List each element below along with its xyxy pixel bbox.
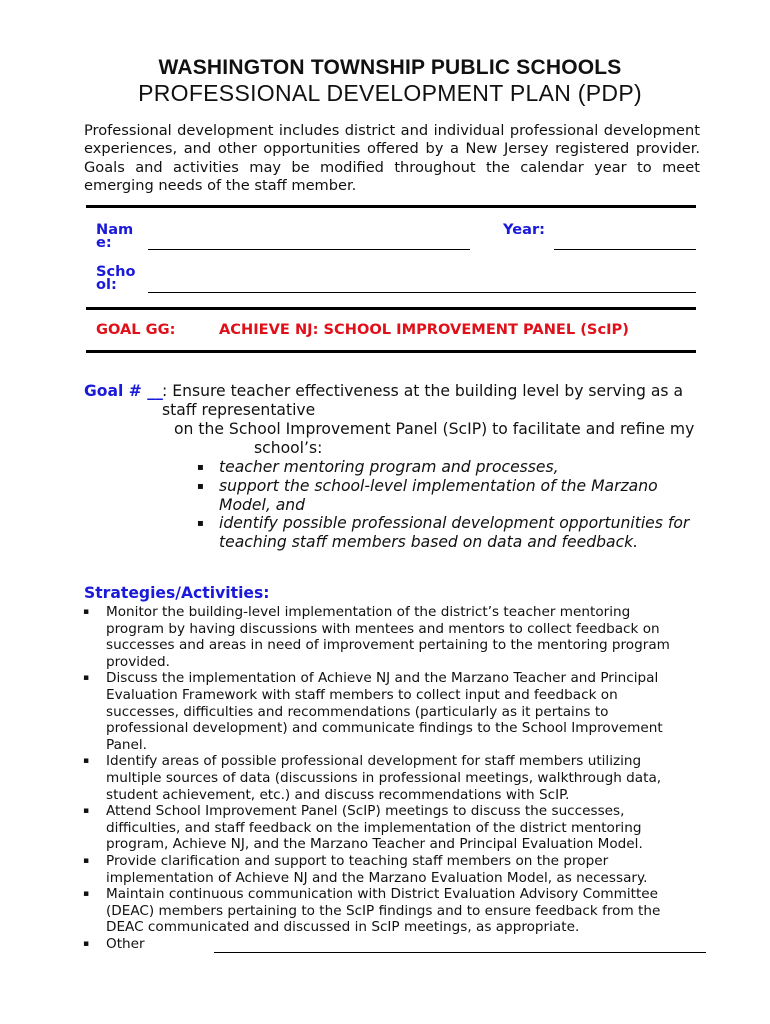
page-title: PROFESSIONAL DEVELOPMENT PLAN (PDP) [138,80,642,106]
bullet-icon: ▪ [83,756,90,767]
goal-gg-top-divider [86,307,696,310]
list-item: ▪ Maintain continuous communication with District Evaluation Advisory Committee (DEAC) members pertaining to the ScIP findings and to ensure feedback from the DEAC communicated and discussed in ScIP meetings, as appropriate. [83,886,661,936]
school-field[interactable] [148,292,696,293]
goal-text-line3: on the School Improvement Panel (ScIP) to facilitate and refine my [174,420,695,438]
goal-bullet-3-cont: teaching staff members based on data and feedback. [219,533,639,551]
bullet-icon: ▪ [197,518,204,529]
goal-gg-title: ACHIEVE NJ: SCHOOL IMPROVEMENT PANEL (ScIP) [219,321,629,338]
top-divider [86,205,696,208]
bullet-icon: ▪ [197,462,204,473]
bullet-icon: ▪ [83,806,90,817]
bullet-icon: ▪ [83,673,90,684]
name-field[interactable] [148,249,470,250]
year-field[interactable] [554,249,696,250]
list-item: ▪ Discuss the implementation of Achieve NJ and the Marzano Teacher and Principal Evaluation Framework with staff members to collect input and feedback on successes, difficulties and recommendations (particularly as it pertains to professional development) and communicate findings to the School Improvement Panel. [83,670,663,753]
goal-bullet-2-cont: Model, and [219,496,306,514]
goal-text-line1: : Ensure teacher effectiveness at the building level by serving as a [162,382,684,400]
strategies-heading: Strategies/Activities: [84,584,270,602]
org-title: WASHINGTON TOWNSHIP PUBLIC SCHOOLS [158,56,622,79]
list-item: ▪ Monitor the building-level implementation of the district’s teacher mentoring program by having discussions with mentees and mentors to collect feedback on successes and areas in need of improvement pertaining to the mentoring program provided. [83,604,670,670]
bullet-icon: ▪ [83,938,90,949]
bullet-icon: ▪ [83,855,90,866]
intro-paragraph: Professional development includes district and individual professional development experiences, and other opportunities offered by a New Jersey registered provider. Goals and activities may be modified throughout the calendar year to meet emerging needs of the staff member. [84,122,700,194]
list-item-other: ▪ Other [83,935,145,952]
school-label: Scho ol: [96,263,136,293]
bullet-icon: ▪ [197,481,204,492]
other-field[interactable] [214,952,706,953]
strategies-list [80,604,690,952]
goal-bullet-2: support the school-level implementation of the Marzano [219,477,658,495]
list-item: ▪ Identify areas of possible professional development for staff members utilizing multiple sources of data (discussions in professional meetings, walkthrough data, student achievement, etc.) and discuss recommendations with ScIP. [83,753,662,803]
goal-text-line4: school’s: [254,439,323,457]
goal-gg-label: GOAL GG: [96,321,176,338]
bullet-icon: ▪ [83,607,90,617]
goal-text-line2: staff representative [162,401,316,419]
goal-gg-bottom-divider [86,350,696,353]
goal-bullet-1: teacher mentoring program and processes, [219,458,559,476]
goal-number-label: Goal # __ [84,382,163,400]
list-item: ▪ Attend School Improvement Panel (ScIP) meetings to discuss the successes, difficulties, and staff feedback on the implementation of the district mentoring program, Achieve NJ, and the Marzano Teacher and Principal Evaluation Model. [83,803,643,853]
name-label: Nam e: [96,221,134,251]
bullet-icon: ▪ [83,889,90,900]
year-label: Year: [503,221,546,238]
goal-bullet-3: identify possible professional development opportunities for [219,514,690,532]
list-item: ▪ Provide clarification and support to teaching staff members on the proper implementation of Achieve NJ and the Marzano Evaluation Model, as necessary. [83,852,648,886]
